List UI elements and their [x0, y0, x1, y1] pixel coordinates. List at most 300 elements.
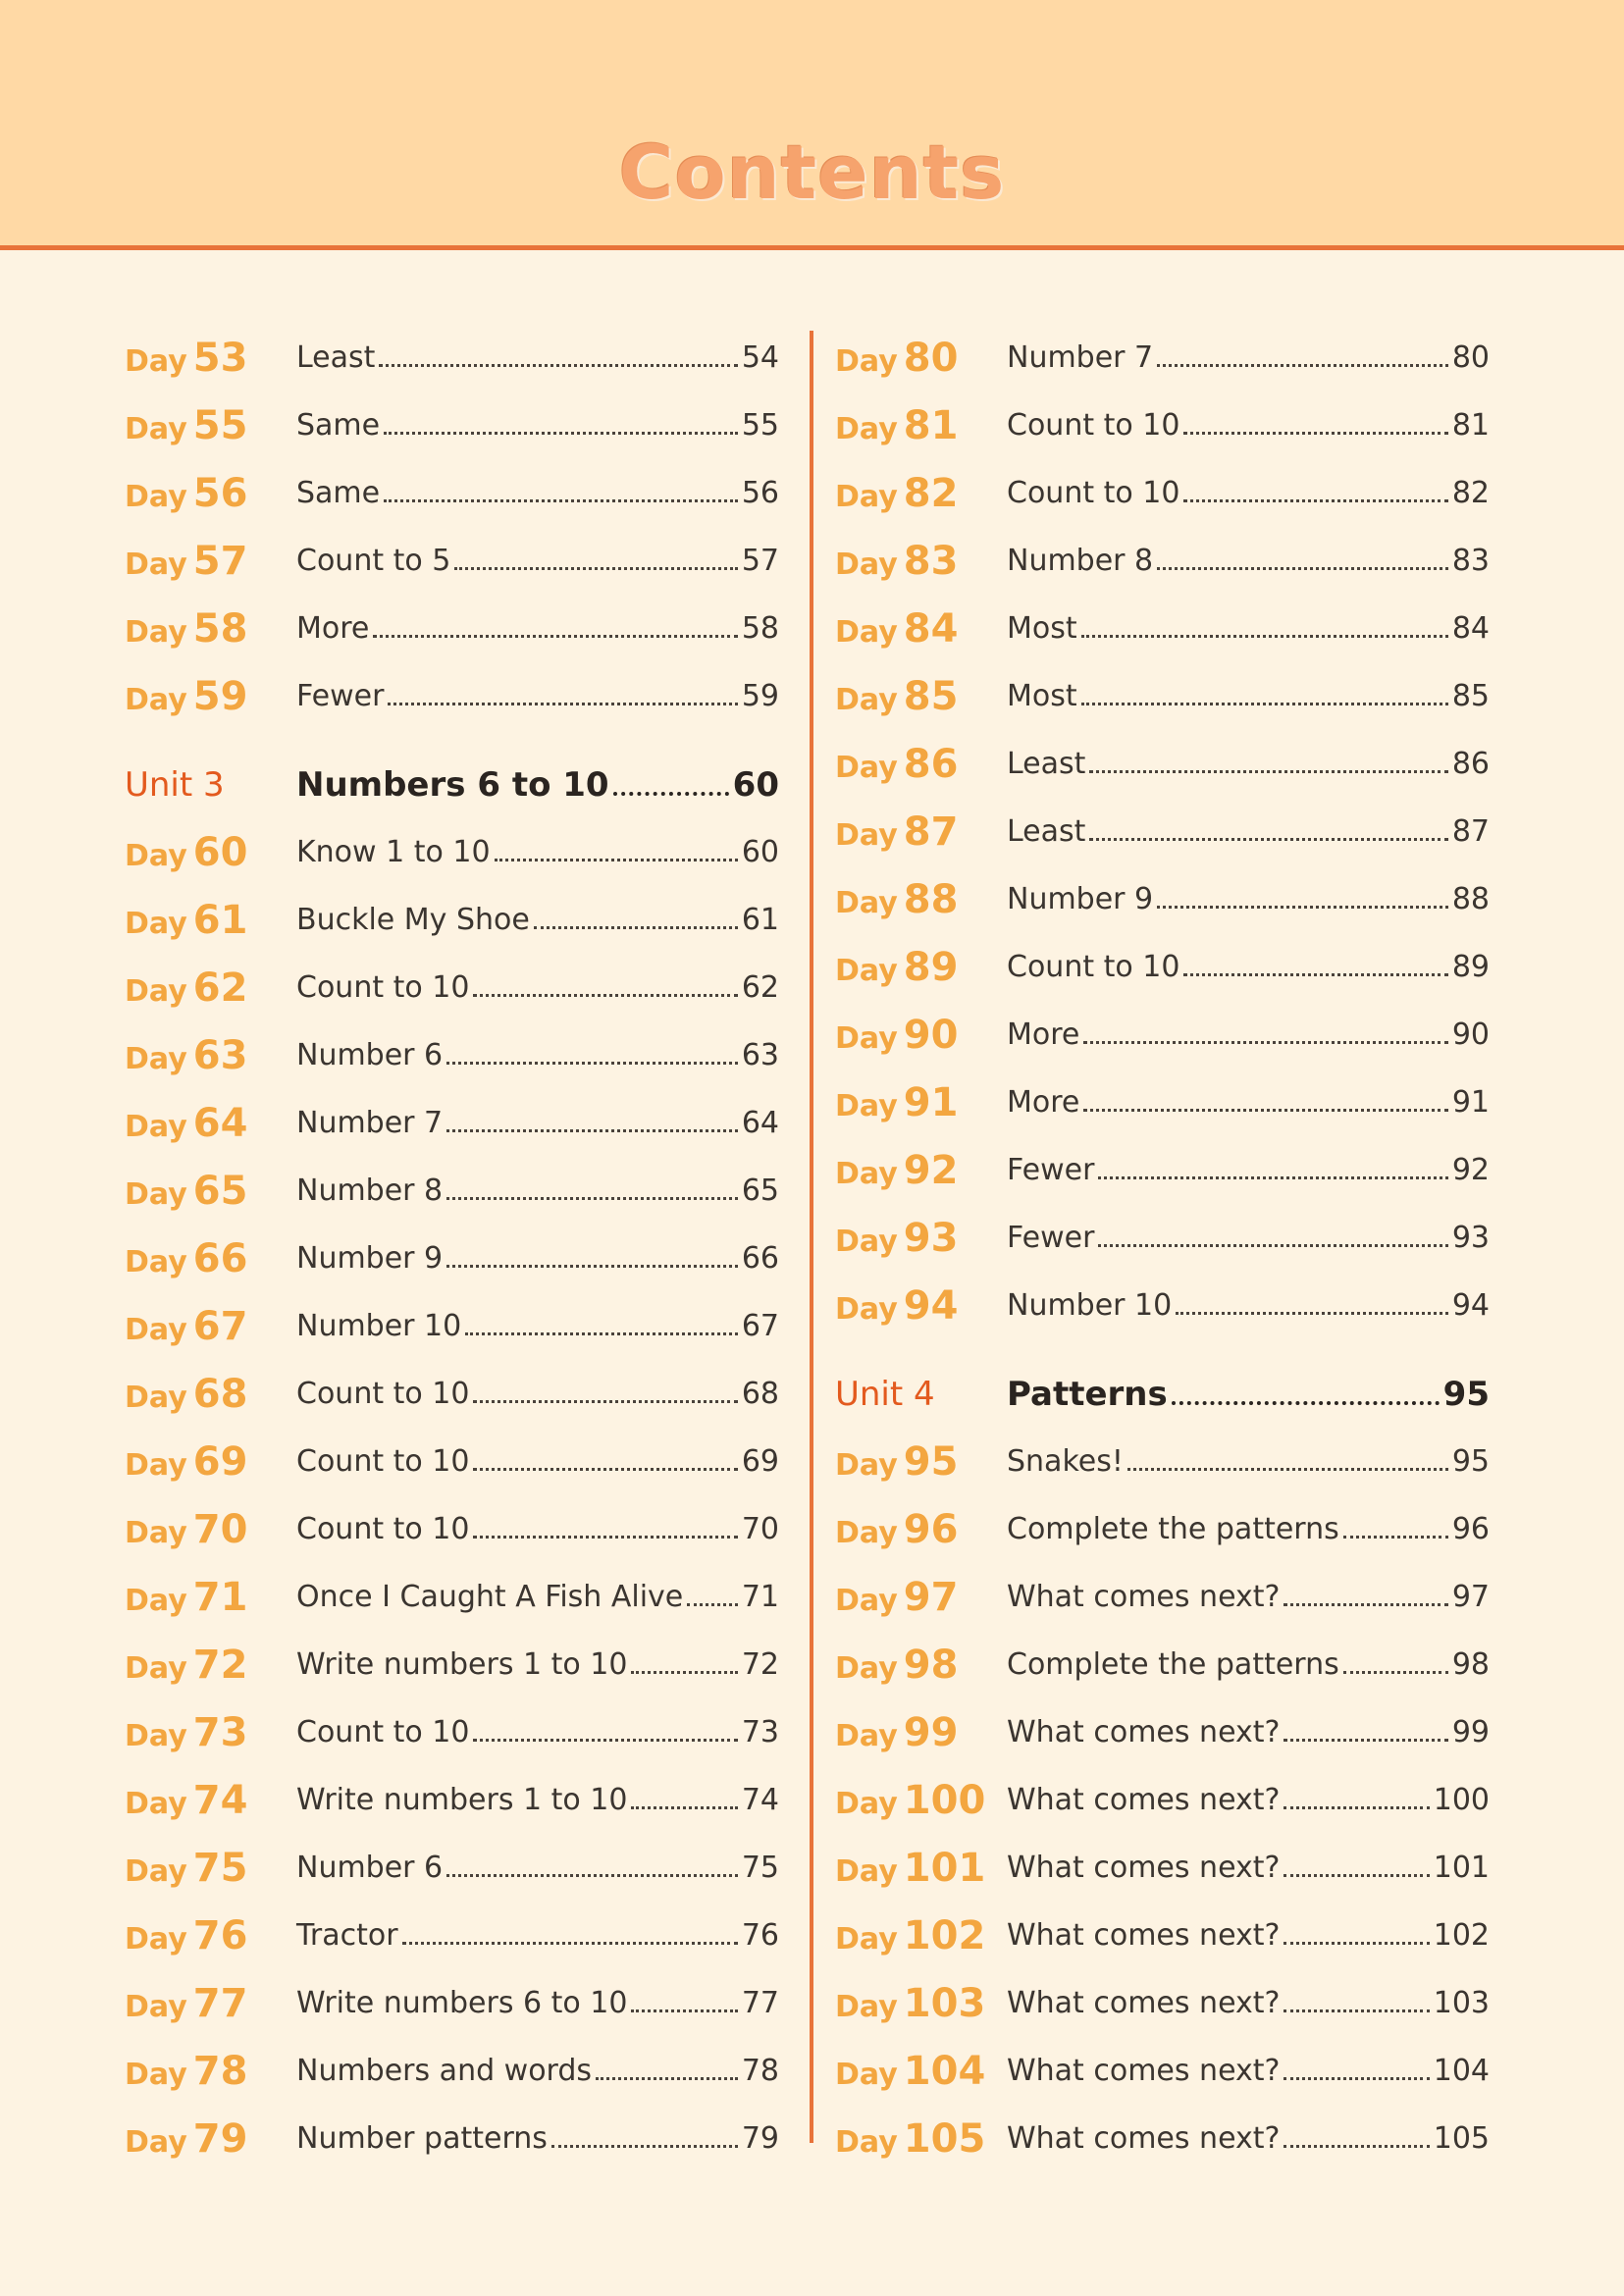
entry-title: Number 6: [296, 1038, 444, 1072]
day-word: Day: [835, 1447, 898, 1483]
entry-link[interactable]: [1007, 1153, 1490, 1187]
column-divider: [810, 331, 813, 2143]
contents-row: [835, 1631, 1490, 1698]
page-number: 59: [741, 679, 779, 713]
contents-row: [125, 527, 779, 595]
day-label: [125, 965, 296, 1011]
day-number: 60: [192, 829, 248, 875]
page-number: 87: [1451, 814, 1490, 849]
contents-row: [125, 595, 779, 662]
day-label: [125, 1101, 296, 1146]
entry-link[interactable]: [296, 1106, 779, 1140]
day-word: Day: [125, 1312, 187, 1347]
unit-row: [835, 1339, 1490, 1428]
page-number: 61: [741, 903, 779, 937]
day-word: Day: [125, 682, 187, 717]
entry-title: Most: [1007, 611, 1077, 646]
entry-link[interactable]: [1007, 1288, 1490, 1323]
entry-link[interactable]: [1007, 1647, 1490, 1682]
day-word: Day: [835, 1989, 898, 2024]
dot-leader: [1157, 906, 1448, 909]
page-number: 72: [741, 1647, 779, 1682]
entry-link[interactable]: [296, 1512, 779, 1546]
entry-title: Numbers and words: [296, 2054, 593, 2088]
entry-title: Complete the patterns: [1007, 1647, 1339, 1682]
dot-leader: [384, 499, 738, 502]
day-number: 63: [192, 1032, 248, 1078]
day-number: 71: [192, 1574, 248, 1620]
day-number: 87: [903, 809, 959, 855]
day-label: [125, 336, 296, 381]
dot-leader: [473, 1536, 737, 1539]
page-number: 56: [741, 476, 779, 510]
contents-row: [835, 730, 1490, 798]
day-word: Day: [835, 885, 898, 920]
day-number: 94: [903, 1282, 959, 1329]
day-label: [835, 945, 1007, 990]
day-word: Day: [125, 1176, 187, 1212]
dot-leader: [1183, 973, 1447, 976]
day-label: [125, 539, 296, 584]
day-number: 91: [903, 1079, 959, 1125]
entry-link[interactable]: [296, 611, 779, 646]
page-number: 104: [1433, 2054, 1490, 2088]
day-label: [125, 606, 296, 652]
day-word: Day: [835, 682, 898, 717]
entry-title: Count to 10: [296, 1444, 470, 1479]
entry-title: Count to 10: [1007, 408, 1180, 443]
day-number: 67: [192, 1303, 248, 1349]
entry-link[interactable]: [1007, 340, 1490, 375]
day-label: [835, 403, 1007, 448]
entry-title: Fewer: [296, 679, 385, 713]
day-word: Day: [125, 906, 187, 941]
page-number: 55: [741, 408, 779, 443]
day-number: 83: [903, 538, 959, 584]
day-label: [125, 1710, 296, 1755]
day-number: 61: [192, 897, 248, 943]
entry-title: Know 1 to 10: [296, 835, 491, 869]
contents-row: [835, 1428, 1490, 1495]
day-word: Day: [125, 838, 187, 873]
dot-leader: [596, 2077, 738, 2080]
contents-row: [835, 1902, 1490, 1969]
contents-row: [835, 324, 1490, 391]
entry-title: Write numbers 6 to 10: [296, 1986, 628, 2020]
entry-link[interactable]: [296, 1715, 779, 1749]
page-number: 82: [1451, 476, 1490, 510]
entry-title: Least: [1007, 814, 1086, 849]
day-word: Day: [835, 1921, 898, 1957]
day-number: 56: [192, 470, 248, 516]
day-word: Day: [835, 1291, 898, 1327]
page-number: 77: [741, 1986, 779, 2020]
entry-title: What comes next?: [1007, 1986, 1281, 2020]
dot-leader: [1098, 1176, 1447, 1179]
entry-link[interactable]: [1007, 814, 1490, 849]
dot-leader: [1098, 1244, 1447, 1247]
day-number: 97: [903, 1574, 959, 1620]
contents-row: [125, 1563, 779, 1631]
entry-title: More: [296, 611, 370, 646]
entry-title: Once I Caught A Fish Alive: [296, 1580, 684, 1614]
day-word: Day: [835, 1088, 898, 1123]
entry-title: Fewer: [1007, 1221, 1095, 1255]
day-word: Day: [835, 1515, 898, 1550]
dot-leader: [1089, 838, 1447, 841]
entry-title: What comes next?: [1007, 1715, 1281, 1749]
dot-leader: [534, 926, 738, 929]
entry-link[interactable]: [296, 2054, 779, 2088]
entry-title: What comes next?: [1007, 1580, 1281, 1614]
entry-link[interactable]: [296, 1580, 779, 1614]
day-label: [835, 336, 1007, 381]
entry-link[interactable]: [296, 1918, 779, 1953]
entry-title: Number patterns: [296, 2121, 548, 2156]
day-number: 74: [192, 1777, 248, 1823]
contents-row: [835, 1204, 1490, 1272]
day-label: [835, 1913, 1007, 1958]
contents-row: [125, 1834, 779, 1902]
page-number: 81: [1451, 408, 1490, 443]
page-number: 103: [1433, 1986, 1490, 2020]
dot-leader: [1157, 364, 1448, 367]
day-label: [835, 1507, 1007, 1552]
page-number: 69: [741, 1444, 779, 1479]
day-number: 104: [903, 2048, 986, 2094]
entry-link[interactable]: [296, 2121, 779, 2156]
contents-row: [835, 391, 1490, 459]
day-word: Day: [125, 2057, 187, 2092]
entry-link[interactable]: [1007, 544, 1490, 578]
entry-title: Number 10: [1007, 1288, 1173, 1323]
contents-row: [125, 1428, 779, 1495]
entry-link[interactable]: [296, 544, 779, 578]
day-label: [835, 1216, 1007, 1261]
entry-title: Count to 10: [1007, 950, 1180, 984]
contents-row: [835, 1766, 1490, 1834]
day-number: 93: [903, 1215, 959, 1261]
entry-link[interactable]: [1007, 950, 1490, 984]
day-word: Day: [125, 1041, 187, 1076]
day-word: Day: [835, 2057, 898, 2092]
unit-title: Patterns: [1007, 1374, 1168, 1414]
entry-link[interactable]: [1007, 1783, 1490, 1817]
entry-link[interactable]: [1007, 1512, 1490, 1546]
dot-leader: [1283, 2145, 1429, 2148]
page-number: 60: [741, 835, 779, 869]
entry-title: More: [1007, 1085, 1080, 1120]
day-label: [125, 2049, 296, 2094]
entry-link[interactable]: [296, 679, 779, 713]
day-word: Day: [835, 1650, 898, 1686]
dot-leader: [1283, 2077, 1429, 2080]
entry-title: Write numbers 1 to 10: [296, 1647, 628, 1682]
page-number: 92: [1451, 1153, 1490, 1187]
contents-row: [125, 1360, 779, 1428]
dot-leader: [473, 994, 737, 997]
dot-leader: [473, 1739, 737, 1742]
entry-link[interactable]: [296, 476, 779, 510]
contents-row: [835, 2105, 1490, 2172]
day-number: 85: [903, 673, 959, 719]
entry-title: Buckle My Shoe: [296, 903, 530, 937]
entry-title: Write numbers 1 to 10: [296, 1783, 628, 1817]
dot-leader: [1183, 499, 1447, 502]
page-number: 91: [1451, 1085, 1490, 1120]
page-number: 83: [1451, 544, 1490, 578]
page-number: 74: [741, 1783, 779, 1817]
entry-link[interactable]: [296, 1377, 779, 1411]
day-number: 102: [903, 1912, 986, 1958]
contents-column-left: [125, 324, 779, 2172]
day-word: Day: [125, 1650, 187, 1686]
day-label: [835, 1148, 1007, 1193]
entry-link[interactable]: [296, 1647, 779, 1682]
entry-title: Count to 10: [296, 1715, 470, 1749]
entry-link[interactable]: [296, 1038, 779, 1072]
day-label: [125, 898, 296, 943]
day-number: 84: [903, 605, 959, 652]
dot-leader: [1176, 1312, 1448, 1315]
page-number: 101: [1433, 1851, 1490, 1885]
contents-column-right: [835, 324, 1490, 2172]
entry-link[interactable]: [1007, 1580, 1490, 1614]
day-number: 90: [903, 1012, 959, 1058]
day-number: 72: [192, 1642, 248, 1688]
day-word: Day: [835, 1224, 898, 1259]
page-number: 75: [741, 1851, 779, 1885]
day-label: [835, 877, 1007, 922]
contents-row: [125, 1495, 779, 1563]
dot-leader: [1283, 1603, 1447, 1606]
entry-title: What comes next?: [1007, 1783, 1281, 1817]
contents-row: [835, 1001, 1490, 1069]
dot-leader: [446, 1197, 738, 1200]
entry-title: Most: [1007, 679, 1077, 713]
day-number: 69: [192, 1438, 248, 1485]
day-number: 73: [192, 1709, 248, 1755]
entry-title: What comes next?: [1007, 2121, 1281, 2156]
page-number: 90: [1451, 1018, 1490, 1052]
day-word: Day: [125, 1853, 187, 1889]
dot-leader: [631, 1671, 737, 1674]
dot-leader: [379, 364, 737, 367]
page-number: 70: [741, 1512, 779, 1546]
contents-row: [125, 2037, 779, 2105]
entry-title: What comes next?: [1007, 2054, 1281, 2088]
day-label: [125, 674, 296, 719]
entry-link[interactable]: [296, 1783, 779, 1817]
entry-link[interactable]: [1007, 679, 1490, 713]
dot-leader: [1343, 1671, 1448, 1674]
day-word: Day: [125, 1921, 187, 1957]
contents-row: [125, 1225, 779, 1292]
day-label: [835, 674, 1007, 719]
day-word: Day: [835, 411, 898, 446]
contents-row: [125, 324, 779, 391]
entry-link[interactable]: [296, 408, 779, 443]
day-label: [125, 1236, 296, 1281]
entry-link[interactable]: [296, 1309, 779, 1343]
entry-link[interactable]: [1007, 1986, 1490, 2020]
entry-title: Count to 5: [296, 544, 451, 578]
page-number: 64: [741, 1106, 779, 1140]
day-label: [125, 830, 296, 875]
day-label: [835, 471, 1007, 516]
day-number: 65: [192, 1168, 248, 1214]
entry-title: Same: [296, 408, 381, 443]
day-number: 95: [903, 1438, 959, 1485]
entry-link[interactable]: [1007, 1085, 1490, 1120]
entry-link[interactable]: [1007, 1444, 1490, 1479]
page-number: 80: [1451, 340, 1490, 375]
entry-title: Snakes!: [1007, 1444, 1124, 1479]
page-number: 105: [1433, 2121, 1490, 2156]
day-word: Day: [125, 479, 187, 514]
entry-title: Number 7: [296, 1106, 444, 1140]
day-number: 101: [903, 1845, 986, 1891]
dot-leader: [473, 1468, 737, 1471]
day-label: [835, 2116, 1007, 2162]
day-label: [125, 1913, 296, 1958]
day-number: 80: [903, 335, 959, 381]
unit-label: Unit 3: [125, 764, 225, 805]
contents-row: [125, 1969, 779, 2037]
contents-row: [835, 1698, 1490, 1766]
entry-title: What comes next?: [1007, 1918, 1281, 1953]
entry-title: Number 8: [1007, 544, 1154, 578]
page-number: 76: [741, 1918, 779, 1953]
entry-link[interactable]: [296, 903, 779, 937]
contents-row: [835, 2037, 1490, 2105]
dot-leader: [1343, 1536, 1448, 1539]
day-label: [835, 1710, 1007, 1755]
day-label: [125, 1778, 296, 1823]
dot-leader: [1083, 1109, 1447, 1112]
entry-link[interactable]: [296, 340, 779, 375]
day-number: 99: [903, 1709, 959, 1755]
entry-link[interactable]: [1007, 408, 1490, 443]
contents-row: [125, 1766, 779, 1834]
day-word: Day: [125, 1989, 187, 2024]
contents-row: [835, 865, 1490, 933]
day-label: [835, 1643, 1007, 1688]
entry-link[interactable]: [1007, 2121, 1490, 2156]
day-number: 76: [192, 1912, 248, 1958]
dot-leader: [613, 792, 729, 796]
entry-link[interactable]: [1007, 1221, 1490, 1255]
entry-link[interactable]: [1007, 1018, 1490, 1052]
entry-link[interactable]: [296, 1444, 779, 1479]
entry-title: Count to 10: [296, 970, 470, 1005]
entry-link[interactable]: [296, 1174, 779, 1208]
day-number: 105: [903, 2115, 986, 2162]
entry-link[interactable]: [1007, 2054, 1490, 2088]
contents-row: [835, 527, 1490, 595]
day-number: 78: [192, 2048, 248, 2094]
dot-leader: [1283, 1806, 1429, 1809]
page-number: 54: [741, 340, 779, 375]
day-number: 79: [192, 2115, 248, 2162]
entry-link[interactable]: [1007, 1715, 1490, 1749]
day-label: [835, 1981, 1007, 2026]
page-number: 62: [741, 970, 779, 1005]
entry-link[interactable]: [1007, 882, 1490, 916]
entry-link[interactable]: [296, 765, 779, 805]
day-number: 64: [192, 1100, 248, 1146]
dot-leader: [1172, 1401, 1440, 1405]
entry-link[interactable]: [1007, 1851, 1490, 1885]
entry-link[interactable]: [1007, 747, 1490, 781]
entry-link[interactable]: [1007, 1375, 1490, 1414]
contents-row: [125, 1902, 779, 1969]
page-number: 73: [741, 1715, 779, 1749]
day-label: [125, 1304, 296, 1349]
contents-row: [835, 933, 1490, 1001]
page-number: 102: [1433, 1918, 1490, 1953]
dot-leader: [446, 1062, 738, 1065]
entry-link[interactable]: [296, 835, 779, 869]
contents-row: [125, 1157, 779, 1225]
dot-leader: [1127, 1468, 1448, 1471]
page-number: 95: [1451, 1444, 1490, 1479]
entry-link[interactable]: [296, 1851, 779, 1885]
dot-leader: [473, 1400, 737, 1403]
dot-leader: [446, 1265, 738, 1268]
day-number: 96: [903, 1506, 959, 1552]
dot-leader: [1283, 1942, 1429, 1945]
day-number: 77: [192, 1980, 248, 2026]
contents-row: [835, 1272, 1490, 1339]
day-number: 57: [192, 538, 248, 584]
contents-row: [835, 798, 1490, 865]
day-number: 86: [903, 741, 959, 787]
entry-link[interactable]: [296, 1241, 779, 1276]
day-number: 58: [192, 605, 248, 652]
day-word: Day: [125, 411, 187, 446]
dot-leader: [551, 2145, 738, 2148]
entry-link[interactable]: [296, 1986, 779, 2020]
day-label: [125, 403, 296, 448]
page-number: 63: [741, 1038, 779, 1072]
unit-title: Numbers 6 to 10: [296, 764, 609, 805]
day-label: [125, 1643, 296, 1688]
page-number: 88: [1451, 882, 1490, 916]
page-number: 79: [741, 2121, 779, 2156]
unit-label: Unit 4: [835, 1374, 935, 1414]
entry-link[interactable]: [1007, 611, 1490, 646]
day-label: [835, 1778, 1007, 1823]
dot-leader: [1081, 703, 1448, 705]
contents-row: [835, 595, 1490, 662]
page-number: 68: [741, 1377, 779, 1411]
entry-link[interactable]: [1007, 476, 1490, 510]
page-number: 85: [1451, 679, 1490, 713]
day-number: 53: [192, 335, 248, 381]
day-label: [125, 1846, 296, 1891]
day-word: Day: [125, 1380, 187, 1415]
day-word: Day: [835, 1718, 898, 1753]
day-label: [835, 606, 1007, 652]
page-number: 65: [741, 1174, 779, 1208]
day-label: [835, 1013, 1007, 1058]
day-word: Day: [835, 2124, 898, 2160]
entry-link[interactable]: [1007, 1918, 1490, 1953]
entry-link[interactable]: [296, 970, 779, 1005]
unit-row: [125, 730, 779, 818]
day-word: Day: [125, 343, 187, 379]
